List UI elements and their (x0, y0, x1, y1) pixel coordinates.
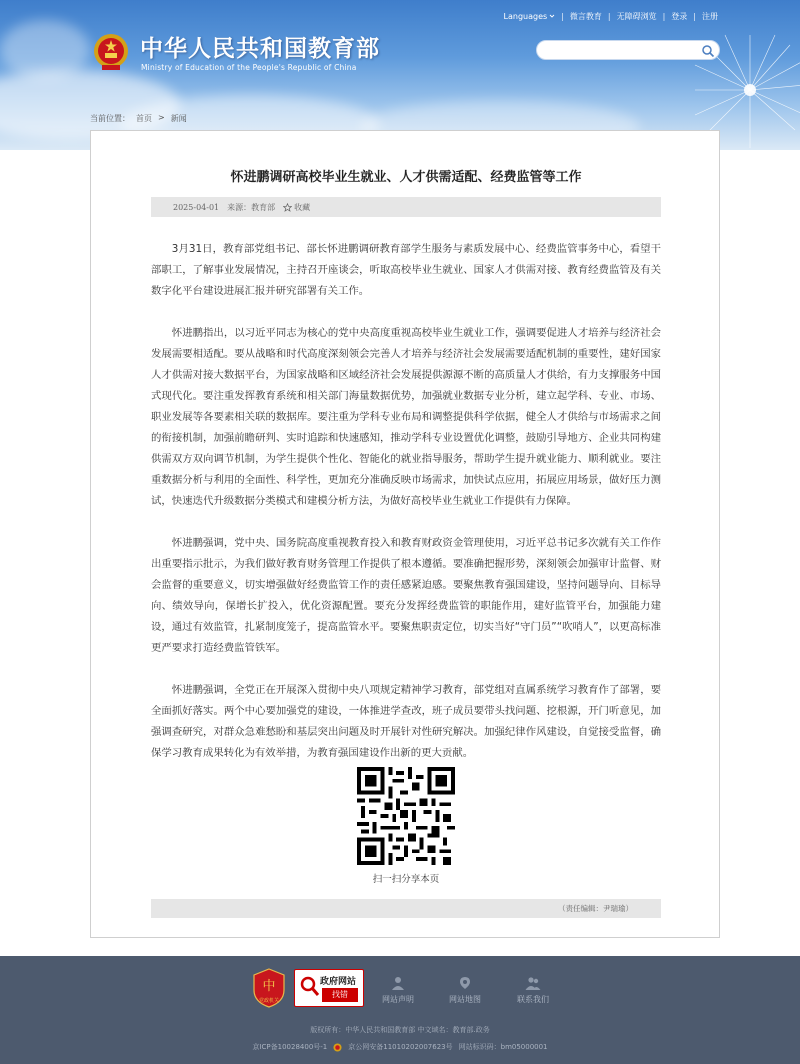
police-badge-icon (333, 1043, 342, 1052)
article-date: 2025-04-01 (173, 202, 220, 212)
site-title[interactable]: 中华人民共和国教育部 (140, 35, 380, 62)
article-paragraph: 怀进鹏强调，全党正在开展深入贯彻中央八项规定精神学习教育，部党组对直属系统学习教育作了部署，要全面抓好落实。两个中心要加强党的建设，一体推进学查改，班子成员要带头找问题、挖根源，开门听意见，加强调查研究，对群众急难愁盼和基层突出问题及时开展针对性研究解决。加强纪律作风建设，自觉接受监督，确保学习教育成果转化为有效举措，为教育强国建设作出新的更大贡献。 (151, 684, 661, 759)
favorite-button[interactable] (283, 202, 310, 213)
site-header (0, 0, 800, 150)
languages-menu[interactable] (504, 12, 556, 21)
favorite-label: 收藏 (294, 202, 311, 212)
article-body (151, 239, 661, 785)
breadcrumb-home-link[interactable]: 首页 (136, 114, 152, 123)
article-source: 来源：教育部 (227, 202, 276, 212)
contact-us-link[interactable] (503, 976, 563, 1005)
chevron-down-icon (549, 13, 555, 19)
gov-site-error-report-button[interactable] (294, 969, 364, 1007)
weibo-link[interactable]: 微言教育 (569, 11, 602, 21)
breadcrumb (90, 113, 187, 124)
contacts-icon (525, 976, 541, 990)
qr-code-icon (357, 767, 455, 865)
article-title: 怀进鹏调研高校毕业生就业、人才供需适配、经费监管等工作 (230, 170, 582, 185)
gov-site-label: 政府网站 (320, 977, 357, 987)
magnifier-icon (300, 976, 320, 998)
editor-bar (151, 899, 661, 918)
svg-text:中: 中 (262, 979, 276, 994)
breadcrumb-news-link[interactable]: 新闻 (170, 114, 187, 123)
article-card (90, 130, 720, 938)
person-icon (391, 976, 405, 990)
site-statement-label: 网站声明 (382, 995, 414, 1004)
article-meta-bar (151, 197, 661, 217)
site-id: 网站标识码：bm05000001 (458, 1043, 548, 1051)
breadcrumb-separator: > (158, 113, 165, 122)
icp-link[interactable]: 京ICP备10028400号-1 (252, 1043, 328, 1051)
breadcrumb-prefix: 当前位置： (90, 114, 130, 123)
site-map-label: 网站地图 (449, 995, 481, 1004)
site-subtitle: Ministry of Education of the People's Republic of China (141, 63, 357, 72)
contact-us-label: 联系我们 (517, 995, 549, 1004)
top-links: Languages | 微言教育 | 无障碍浏览 | 登录 | 注册 (503, 11, 718, 21)
footer-copyright: 版权所有：中华人民共和国教育部 中文域名：教育部.政务 (310, 1026, 490, 1034)
login-link[interactable]: 登录 (671, 11, 688, 21)
languages-label: Languages (503, 11, 548, 21)
article-paragraph: 怀进鹏指出，以习近平同志为核心的党中央高度重视高校毕业生就业工作，强调要促进人才培养与经济社会发展需要相适配。要从战略和时代高度深刻领会完善人才培养与经济社会发展需要适配机制的重要性，建好国家人才供需对接大数据平台，为国家战略和区域经济社会发展提供源源不断的高质量人才供给，有力支撑服务中国式现代化。要注重发挥教育系统和相关部门海量数据优势，加强就业数据专业分析，建立起学科、专业、市场、职业发展等各要素相关联的数据库。要注重为学科专业布局和调整提供科学依据，健全人才供给与市场需求之间的衔接机制，加强前瞻研判、实时追踪和快速感知，推动学科专业设置优化调整，鼓励引导地方、企业共同构建供需双方双向调节机制，为学生提供个性化、智能化的就业指导服务，帮助学生提升就业能力、顺利就业。要注重数据分析与利用的全面性、科学性，更加充分准确反映市场需求，加快试点应用，拓展应用场景，做好压力测试，快速迭代升级数据分类模式和建模分析方法，为做好高校毕业生就业工作提供有力保障。 (151, 327, 661, 507)
article-paragraph: 怀进鹏强调，党中央、国务院高度重视教育投入和教育财政资金管理使用，习近平总书记多次就有关工作作出重要指示批示，为我们做好教育财务管理工作提供了根本遵循。要准确把握形势，深刻领会加强审计监督、财会监督的重要意义，切实增强做好经费监管工作的责任感紧迫感。要聚焦教育强国建设，坚持问题导向、目标导向、绩效导向，保增长扩投入，优化资源配置。要充分发挥经费监管的职能作用，建好监管平台，加强能力建设，通过有效监管，扎紧制度笼子，提高监管水平。要聚焦职责定位，切实当好“守门员”“吹哨人”，以更高标准更严要求打造经费监管铁军。 (151, 537, 661, 654)
responsible-editor: （责任编辑：尹瑞瑜） (558, 904, 633, 913)
register-link[interactable]: 注册 (702, 11, 718, 21)
star-icon (283, 203, 292, 212)
accessible-browse-link[interactable]: 无障碍浏览 (616, 11, 657, 21)
article-paragraph: 3月31日，教育部党组书记、部长怀进鹏调研教育部学生服务与素质发展中心、经费监管事务中心，看望干部职工，了解事业发展情况，主持召开座谈会，听取高校毕业生就业、国家人才供需对接、教育经费监管及有关数字化平台建设进展汇报并研究部署有关工作。 (151, 243, 661, 297)
site-map-link[interactable] (435, 976, 495, 1005)
police-record-link[interactable]: 京公网安备11010202007623号 (348, 1043, 453, 1051)
qr-caption: 扫一扫分享本页 (372, 874, 440, 885)
find-error-label: 找错 (322, 988, 358, 1002)
svg-text:党政机关: 党政机关 (258, 998, 280, 1004)
search-icon[interactable] (701, 44, 715, 58)
footer-registration (0, 1042, 800, 1052)
map-pin-icon (458, 976, 472, 990)
national-emblem-icon (92, 32, 130, 72)
party-government-badge-icon[interactable] (252, 968, 286, 1008)
search-input[interactable] (536, 40, 720, 60)
site-statement-link[interactable] (368, 976, 428, 1005)
